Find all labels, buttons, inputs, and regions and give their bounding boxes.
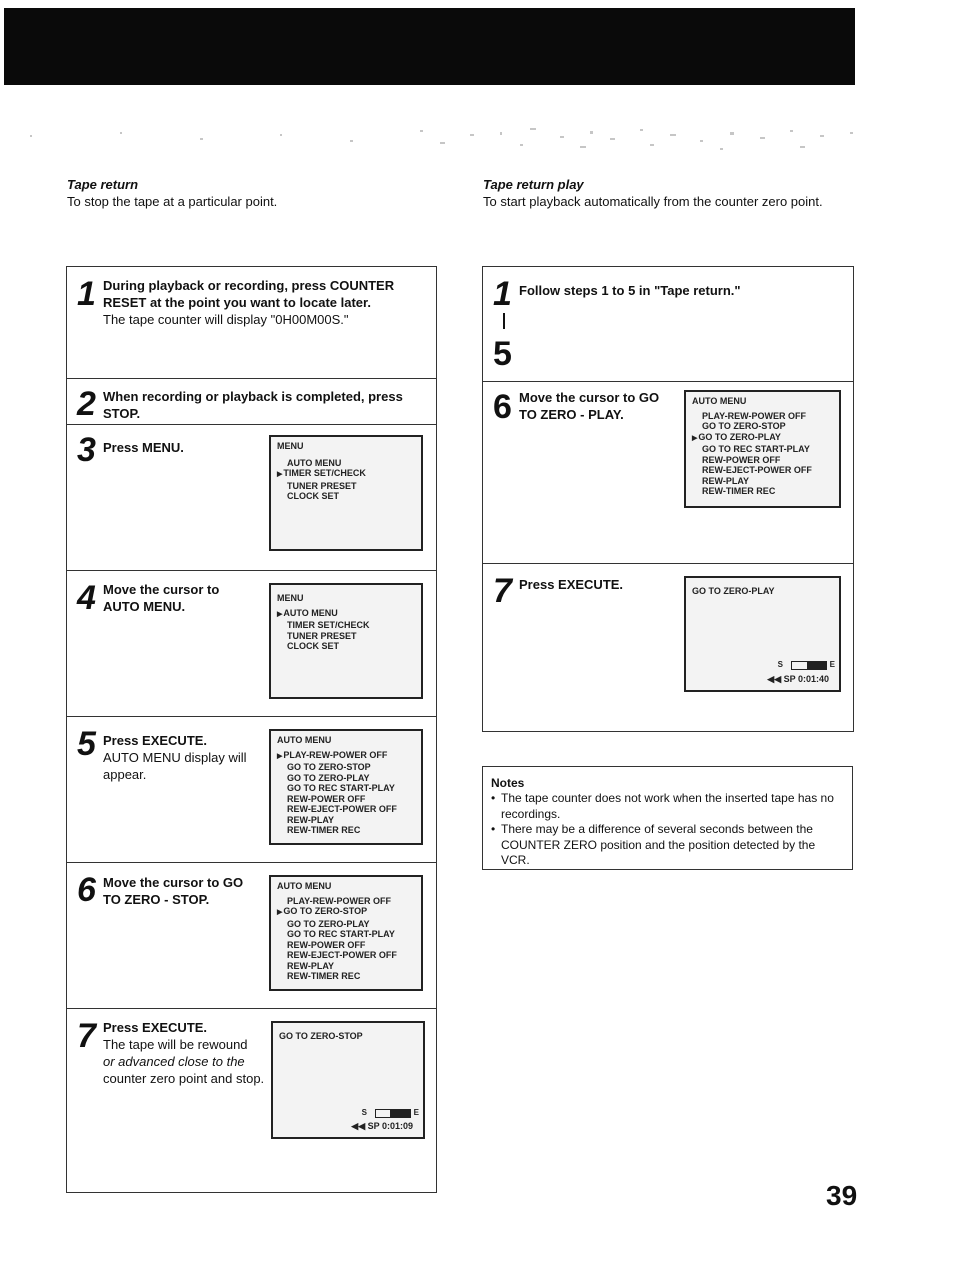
step-5 xyxy=(67,717,436,863)
tape-end-label: E xyxy=(413,1108,419,1117)
menu-item: GO TO REC START-PLAY xyxy=(702,444,810,454)
step-detail: AUTO MENU display will appear. xyxy=(103,750,247,782)
step-1-5 xyxy=(483,267,853,382)
step-detail-rest: counter zero point and stop. xyxy=(103,1071,265,1086)
note-item: • The tape counter does not work when the inserted tape has no recordings. xyxy=(491,791,843,822)
menu-item: GO TO ZERO-PLAY xyxy=(287,918,370,929)
step-detail: The tape will be rewound xyxy=(103,1037,248,1052)
step-number: 6 xyxy=(493,388,512,426)
notes-list xyxy=(491,791,843,869)
step-1 xyxy=(67,267,436,379)
step-number: 7 xyxy=(493,572,512,610)
auto-menu-screen-3 xyxy=(684,390,841,508)
screen-title: GO TO ZERO-STOP xyxy=(279,1031,363,1041)
menu-item: PLAY-REW-POWER OFF xyxy=(702,410,806,421)
menu-item: REW-POWER OFF xyxy=(702,454,781,465)
menu-item: TUNER PRESET xyxy=(287,630,357,641)
tape-return-play-description: To start playback automatically from the counter zero point. xyxy=(483,194,823,209)
menu-item: REW-PLAY xyxy=(287,814,334,825)
step-number: 3 xyxy=(77,431,96,469)
step-text xyxy=(519,282,839,299)
step-3 xyxy=(67,425,436,571)
go-to-zero-stop-screen xyxy=(271,1021,425,1139)
step-text xyxy=(103,732,248,783)
menu-item: CLOCK SET xyxy=(287,491,340,501)
step-instruction: During playback or recording, press COUNTER RESET at the point you want to locate later. xyxy=(103,278,395,310)
step-7 xyxy=(483,564,853,731)
step-number-start: 1 xyxy=(493,275,512,313)
tape-status: ◀◀ SP 0:01:40 xyxy=(767,674,829,684)
step-text xyxy=(519,389,669,423)
screen-title: AUTO MENU xyxy=(277,735,332,745)
tape-start-label: S xyxy=(777,660,783,669)
menu-item: PLAY-REW-POWER OFF xyxy=(287,895,391,906)
step-6 xyxy=(67,863,436,1009)
step-text xyxy=(103,439,253,456)
menu-item: REW-POWER OFF xyxy=(287,793,366,804)
menu-item: CLOCK SET xyxy=(287,641,340,651)
step-detail: The tape counter will display "0H00M00S." xyxy=(103,312,349,327)
step-text xyxy=(103,277,429,328)
step-instruction: Move the cursor to GO TO ZERO - PLAY. xyxy=(519,390,660,422)
step-number-end: 5 xyxy=(493,335,512,373)
step-instruction: Move the cursor to AUTO MENU. xyxy=(103,582,220,614)
tape-position-bar xyxy=(375,1109,411,1118)
menu-item: AUTO MENU xyxy=(287,457,342,468)
menu-item: REW-PLAY xyxy=(287,960,334,971)
step-2 xyxy=(67,379,436,425)
tape-status: ◀◀ SP 0:01:09 xyxy=(351,1121,413,1131)
tape-return-title: Tape return xyxy=(67,177,139,192)
step-text xyxy=(519,576,669,593)
menu-item: GO TO ZERO-STOP xyxy=(702,421,786,431)
menu-item: REW-POWER OFF xyxy=(287,939,366,950)
screen-title: MENU xyxy=(277,441,304,451)
step-instruction: Move the cursor to GO TO ZERO - STOP. xyxy=(103,875,244,907)
step-text xyxy=(103,1019,271,1087)
tape-position-bar xyxy=(791,661,827,670)
screen-title: AUTO MENU xyxy=(277,881,332,891)
tape-return-description: To stop the tape at a particular point. xyxy=(67,194,278,209)
step-instruction: Press EXECUTE. xyxy=(519,577,624,592)
screen-title: MENU xyxy=(277,593,304,603)
step-text xyxy=(103,388,403,422)
menu-item: REW-PLAY xyxy=(702,475,749,486)
step-text xyxy=(103,874,263,908)
menu-item: GO TO ZERO-STOP xyxy=(287,762,371,772)
auto-menu-screen-1 xyxy=(269,729,423,845)
screen-title: GO TO ZERO-PLAY xyxy=(692,586,775,596)
tape-end-label: E xyxy=(829,660,835,669)
menu-item: REW-EJECT-POWER OFF xyxy=(287,950,397,960)
step-4 xyxy=(67,571,436,717)
speckle-texture xyxy=(0,120,954,160)
menu-screen-1 xyxy=(269,435,423,551)
menu-item-selected: ▶ AUTO MENU xyxy=(277,608,415,621)
menu-item: REW-TIMER REC xyxy=(287,825,361,835)
step-number: 5 xyxy=(77,725,96,763)
menu-item: GO TO ZERO-PLAY xyxy=(287,772,370,783)
step-instruction: When recording or playback is completed, press STOP. xyxy=(103,389,403,421)
menu-item: REW-TIMER REC xyxy=(702,486,776,496)
tape-return-play-title: Tape return play xyxy=(483,177,584,192)
step-number: 4 xyxy=(77,579,96,617)
notes-box xyxy=(482,766,853,870)
step-instruction: Follow steps 1 to 5 in "Tape return." xyxy=(519,283,741,298)
page-number: 39 xyxy=(826,1180,858,1211)
go-to-zero-play-screen xyxy=(684,576,841,692)
step-text xyxy=(103,581,253,615)
menu-item-selected: ▶ PLAY-REW-POWER OFF xyxy=(277,750,415,763)
notes-title: Notes xyxy=(491,776,525,790)
step-instruction: Press EXECUTE. xyxy=(103,733,208,748)
tape-start-label: S xyxy=(361,1108,367,1117)
menu-item: TIMER SET/CHECK xyxy=(287,620,370,630)
tape-return-play-steps xyxy=(482,266,854,732)
step-range-line xyxy=(503,313,505,329)
header-bar xyxy=(4,8,855,85)
step-instruction: Press MENU. xyxy=(103,440,184,455)
note-item: • There may be a difference of several seconds between the COUNTER ZERO position and the position detected by the VCR. xyxy=(491,822,843,869)
auto-menu-screen-2 xyxy=(269,875,423,991)
tape-return-steps xyxy=(66,266,437,1193)
menu-item-selected: ▶ GO TO ZERO-PLAY xyxy=(692,432,833,445)
menu-item: REW-TIMER REC xyxy=(287,971,361,981)
step-6 xyxy=(483,382,853,564)
menu-screen-2 xyxy=(269,583,423,699)
menu-item: REW-EJECT-POWER OFF xyxy=(287,804,397,814)
step-number: 6 xyxy=(77,871,96,909)
step-number: 1 xyxy=(77,275,96,313)
step-number: 7 xyxy=(77,1017,96,1055)
screen-title: AUTO MENU xyxy=(692,396,747,406)
menu-item: TUNER PRESET xyxy=(287,480,357,491)
menu-item-selected: ▶ TIMER SET/CHECK xyxy=(277,468,415,481)
menu-item: REW-EJECT-POWER OFF xyxy=(702,465,812,475)
step-7 xyxy=(67,1009,436,1192)
menu-item: GO TO REC START-PLAY xyxy=(287,783,395,793)
menu-item: GO TO REC START-PLAY xyxy=(287,929,395,939)
step-detail-italic: or advanced close to the xyxy=(103,1054,245,1069)
menu-item-selected: ▶ GO TO ZERO-STOP xyxy=(277,906,415,919)
step-instruction: Press EXECUTE. xyxy=(103,1020,208,1035)
step-number: 2 xyxy=(77,385,96,423)
